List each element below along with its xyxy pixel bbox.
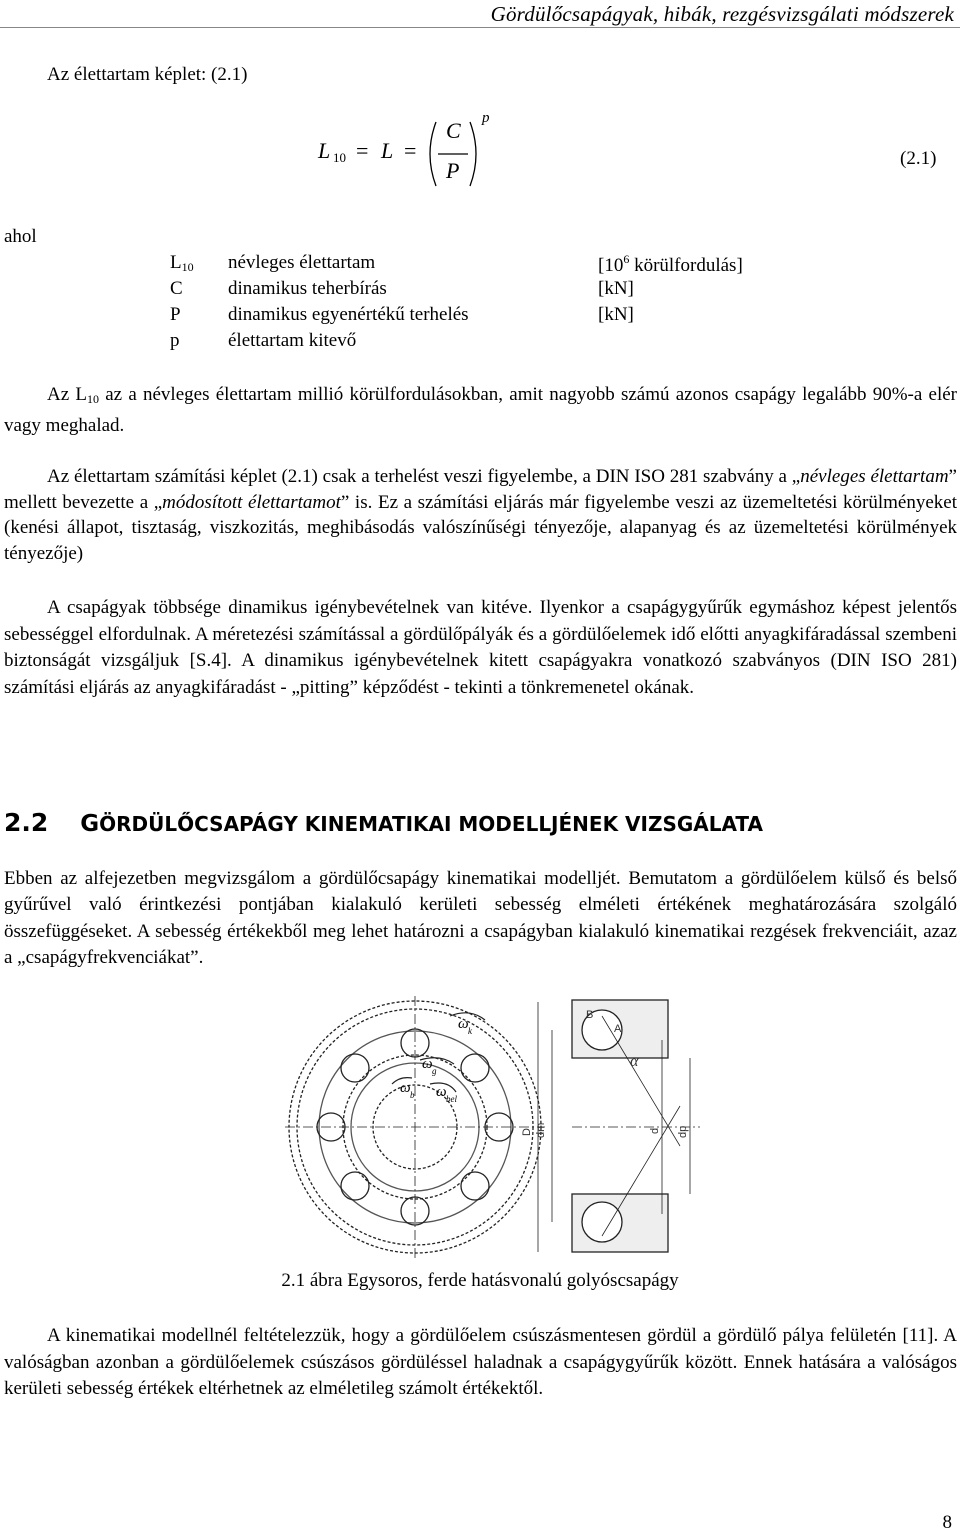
svg-text:d: d (649, 1127, 661, 1134)
bearing-figure (280, 996, 710, 1258)
svg-text:g: g (432, 1066, 437, 1076)
symbol-sub: 10 (181, 260, 194, 274)
section-title: ÖRDÜLŐCSAPÁGY KINEMATIKAI MODELLJÉNEK VIZSGÁLATA (99, 812, 763, 836)
svg-text:dm: dm (535, 1122, 547, 1138)
svg-text:bel: bel (446, 1094, 457, 1104)
formula-lhs: L (318, 138, 331, 163)
formula-mid: L (381, 138, 394, 163)
where-row-exp: p (170, 330, 180, 351)
formula-number: (2.1) (900, 148, 937, 169)
svg-text:b: b (410, 1090, 415, 1100)
figure-caption: 2.1 ábra Egysoros, ferde hatásvonalú golyóscsapágy (281, 1270, 679, 1291)
section-heading (4, 808, 763, 837)
where-desc-p: dinamikus egyenértékű terhelés (228, 304, 469, 325)
running-header: Gördülőcsapágyak, hibák, rezgésvizsgálati módszerek (490, 2, 954, 26)
svg-text:dp: dp (677, 1125, 689, 1138)
where-unit-c: [kN] (598, 278, 634, 299)
svg-text:ω: ω (422, 1056, 433, 1072)
formula-exponent: p (482, 110, 490, 126)
where-row-c: C (170, 278, 183, 299)
paragraph-sliding-note: A kinematikai modellnél feltételezzük, hogy a gördülőelem csúszásmentesen gördül a gördülő pálya felületén [11]. A valóságban azonban a gördülőelemek csúszásos gördüléssel haladnak a csapágygyűrűk között. Ennek hatására a valóságos kerületi sebesség értékek eltérhetnek az elméletileg számolt értékektől. (4, 1325, 957, 1399)
formula-2-1 (318, 110, 508, 193)
where-label: ahol (4, 226, 37, 247)
paragraph-kinematic-intro: Ebben az alfejezetben megvizsgálom a gördülőcsapágy kinematikai modelljét. Bemutatom a gördülőelem külső és belső gyűrűvel való érintkezési pontjában kialakuló kerületi sebesség elméleti értékének meghatározására szolgáló összefüggéseket. A sebesség értékekből meg lehet határozni a csapágyban kialakuló kinematikai rezgések frekvenciáit, azaz a „csapágyfrekvenciákat”. (4, 868, 957, 968)
svg-text:ω: ω (436, 1084, 447, 1100)
where-unit-p: [kN] (598, 304, 634, 325)
formula-eq2: = (404, 138, 417, 163)
formula-denominator: P (446, 158, 460, 183)
bearing-section-view (538, 1000, 700, 1252)
svg-text:D: D (521, 1128, 533, 1136)
bearing-front-view (285, 996, 545, 1258)
symbol: L (170, 252, 182, 273)
paragraph-modified-life: Az élettartam számítási képlet (2.1) csak a terhelést veszi figyelembe, a DIN ISO 281 szabvány a „névleges élettartam” mellett bevezette a „módosított élettartamot” is. Ez a számítási eljárás már figyelembe veszi az üzemeltetési körülményeket (kenési állapot, tisztaság, viszkozitás, meghibásodás valószínűségi tényezője, alapanyag és az üzemeltetési körülmények tényezője) (4, 466, 957, 564)
svg-text:k: k (468, 1026, 472, 1036)
page-number: 8 (942, 1512, 952, 1533)
section-number: 2.2 (4, 808, 49, 837)
where-desc-c: dinamikus teherbírás (228, 278, 387, 299)
svg-text:α: α (630, 1053, 639, 1070)
svg-text:A: A (614, 1023, 622, 1035)
header-rule (0, 27, 960, 28)
where-row-p: P (170, 304, 181, 325)
where-desc-exp: élettartam kitevő (228, 330, 357, 351)
svg-text:ω: ω (400, 1080, 411, 1096)
where-unit-l10: [$10^6$ körülfordulás] (598, 252, 743, 276)
svg-text:ω: ω (458, 1016, 469, 1032)
where-row-l10 (170, 252, 194, 275)
formula-lhs-sub: 10 (333, 150, 346, 165)
svg-text:B: B (586, 1009, 594, 1021)
paragraph-dynamic-load: A csapágyak többsége dinamikus igénybevételnek van kitéve. Ilyenkor a csapágygyűrűk egymáshoz képest jelentős sebességgel elfordulnak. A méretezési számítással a gördülőpályák és a gördülőelemek idő előtti anyagkifáradással szembeni biztonságát vizsgáljuk [S.4]. A dinamikus igénybevételnek kitett csapágyakra vonatkozó szabványos (DIN ISO 281) számítási eljárás az anyagkifáradást - „pitting” képződést - tekinti a tönkremenetel okának. (4, 597, 957, 698)
paragraph-l10: Az $L_{10}$ az a névleges élettartam millió körülfordulásokban, amit nagyobb számú azonos csapágy legalább 90%-a elér vagy meghalad. (4, 384, 958, 436)
section-title-initial: G (80, 811, 100, 837)
where-desc-l10: névleges élettartam (228, 252, 376, 273)
formula-intro: Az élettartam képlet: (2.1) (47, 64, 248, 85)
formula-eq1: = (356, 138, 369, 163)
formula-numerator: C (446, 118, 461, 143)
